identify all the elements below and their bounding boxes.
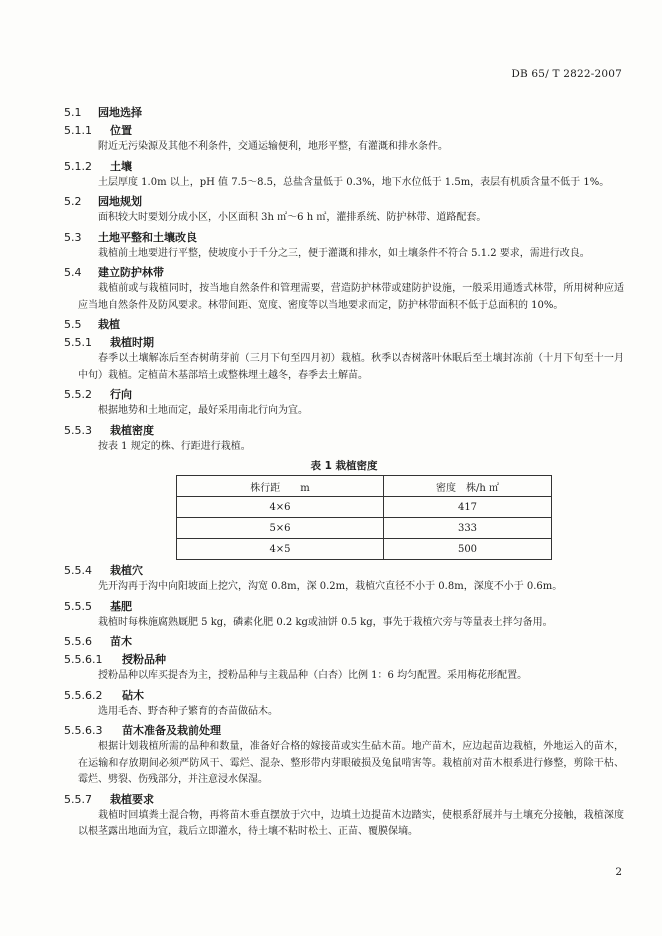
planting-density-table xyxy=(176,475,552,560)
section-number: 5.5.6.1 xyxy=(64,653,103,666)
heading-5-1-2 xyxy=(64,159,624,174)
heading-5-5-6-1 xyxy=(64,652,624,667)
heading-5-5-3 xyxy=(64,423,624,438)
heading-5-4 xyxy=(64,265,624,280)
table-row xyxy=(177,497,552,518)
section-title: 苗木 xyxy=(110,635,132,648)
section-number: 5.5.4 xyxy=(64,564,92,577)
heading-5-2 xyxy=(64,194,624,209)
section-title: 园地规划 xyxy=(98,195,142,208)
section-title: 位置 xyxy=(110,124,132,137)
heading-5-5-2 xyxy=(64,387,624,402)
heading-5-5-6-2 xyxy=(64,688,624,703)
section-number: 5.5.3 xyxy=(64,423,92,437)
section-title: 授粉品种 xyxy=(122,653,166,666)
paragraph-5-2: 面积较大时要划分成小区，小区面积 3h ㎡～6 h ㎡，灌排系统、防护林带、道路配套。 xyxy=(98,212,487,223)
paragraph-5-5-3: 按表 1 规定的株、行距进行栽植。 xyxy=(98,440,251,452)
paragraph-5-5-2: 根据地势和土地而定，最好采用南北行向为宜。 xyxy=(98,405,308,416)
heading-5-3 xyxy=(64,230,624,245)
section-title: 基肥 xyxy=(110,599,132,613)
section-number: 5.5.2 xyxy=(64,388,92,401)
section-title: 栽植 xyxy=(98,318,120,331)
table-title: 表 1 栽植密度 xyxy=(310,460,378,472)
section-number: 5.5.6.2 xyxy=(64,688,103,702)
section-title: 土壤 xyxy=(110,159,132,173)
heading-5-1 xyxy=(64,105,624,120)
page-number: 2 xyxy=(615,866,622,878)
table-row xyxy=(177,518,552,539)
paragraph-5-5-6-1: 授粉品种以库买提杏为主，授粉品种与主栽品种（白杏）比例 1：6 均匀配置。采用梅花形配置。 xyxy=(98,670,528,681)
paragraph-5-5-6-3: 根据计划栽植所需的品种和数量，准备好合格的嫁接苗或实生砧木苗。地产苗木，应边起苗边栽植，外地运入的苗木，在运输和存放期间必须严防风干、霉烂、混杂、整形带内芽眼破损及兔鼠啃害等。栽植前对苗木根系进行修整，剪除干枯、霉烂、劈裂、伤残部分，并注意浸水保湿。 xyxy=(78,741,624,785)
section-number: 5.1.2 xyxy=(64,159,92,173)
section-number: 5.2 xyxy=(64,195,82,208)
section-title: 栽植穴 xyxy=(110,564,143,577)
section-title: 土地平整和土壤改良 xyxy=(98,230,197,244)
section-number: 5.4 xyxy=(64,266,82,279)
section-title: 苗木准备及栽前处理 xyxy=(122,724,221,737)
paragraph-5-5-4: 先开沟再于沟中向阳坡面上挖穴，沟宽 0.8m，深 0.2m，栽植穴直径不小于 0.8m，深度不小于 0.6m。 xyxy=(98,581,563,592)
paragraph-5-5-7: 栽植时回填粪土混合物，再将苗木垂直摆放于穴中，边填土边提苗木边踏实，使根系舒展并与土壤充分接触，栽植深度以根茎露出地面为宜，栽后立即灌水，待土壤不粘时松土、正苗、覆膜保墒。 xyxy=(78,809,624,837)
section-title: 行向 xyxy=(110,388,132,401)
section-number: 5.5.7 xyxy=(64,792,92,806)
heading-5-5-5 xyxy=(64,599,624,614)
paragraph-5-3: 栽植前土地要进行平整，使坡度小于千分之三，便于灌溉和排水，如土壤条件不符合 5.1.2 要求，需进行改良。 xyxy=(98,247,590,259)
section-number: 5.5 xyxy=(64,318,82,331)
paragraph-5-5-5: 栽植时每株施腐熟厩肥 5 kg，磷素化肥 0.2 kg或油饼 0.5 kg，事先于栽植穴旁与等量表土拌匀备用。 xyxy=(98,616,553,628)
section-title: 砧木 xyxy=(122,688,144,702)
section-number: 5.5.5 xyxy=(64,599,92,613)
paragraph-5-4: 栽植前或与栽植同时，按当地自然条件和管理需要，营造防护林带或建防护设施，一般采用通透式林带，所用树种应适应当地自然条件及防风要求。林带间距、宽度、密度等以当地要求而定，防护林带面积不低于总面积的 10%。 xyxy=(78,283,624,311)
cell-spacing: 4×5 xyxy=(177,539,384,560)
heading-5-5-1 xyxy=(64,335,624,350)
heading-5-5-7 xyxy=(64,792,624,807)
table-header-row xyxy=(177,476,552,497)
section-title: 栽植密度 xyxy=(110,423,154,437)
cell-density: 417 xyxy=(384,497,552,518)
section-title: 栽植时期 xyxy=(110,336,154,349)
section-title: 栽植要求 xyxy=(110,792,154,806)
paragraph-5-1-2: 土层厚度 1.0m 以上，pH 值 7.5～8.5，总盐含量低于 0.3%，地下水位低于 1.5m，表层有机质含量不低于 1%。 xyxy=(98,176,610,188)
heading-5-5-6 xyxy=(64,634,624,649)
column-header-spacing: 株行距 m xyxy=(177,476,384,497)
heading-5-5 xyxy=(64,317,624,332)
section-number: 5.5.1 xyxy=(64,336,92,349)
standard-code: DB 65/ T 2822-2007 xyxy=(511,68,622,80)
section-title: 园地选择 xyxy=(98,106,142,119)
section-number: 5.3 xyxy=(64,230,82,244)
cell-density: 500 xyxy=(384,539,552,560)
column-header-density: 密度 株/h ㎡ xyxy=(384,476,552,497)
section-number: 5.5.6.3 xyxy=(64,724,103,737)
section-number: 5.5.6 xyxy=(64,635,92,648)
cell-spacing: 5×6 xyxy=(177,518,384,539)
heading-5-5-4 xyxy=(64,563,624,578)
paragraph-5-1-1: 附近无污染源及其他不利条件，交通运输便利，地形平整，有灌溉和排水条件。 xyxy=(98,141,448,152)
cell-density: 333 xyxy=(384,518,552,539)
heading-5-5-6-3 xyxy=(64,723,624,738)
cell-spacing: 4×6 xyxy=(177,497,384,518)
heading-5-1-1 xyxy=(64,123,624,138)
section-number: 5.1.1 xyxy=(64,124,92,137)
paragraph-5-5-1: 春季以土壤解冻后至杏树萌芽前（三月下旬至四月初）栽植。秋季以杏树落叶休眠后至土壤封冻前（十月下旬至十一月中旬）栽植。定植苗木基部培土或整株埋土越冬，春季去土解苗。 xyxy=(78,353,624,381)
table-row xyxy=(177,539,552,560)
section-number: 5.1 xyxy=(64,106,82,119)
document-body xyxy=(64,102,624,843)
section-title: 建立防护林带 xyxy=(98,266,164,279)
paragraph-5-5-6-2: 选用毛杏、野杏种子繁育的杏苗做砧木。 xyxy=(98,705,278,717)
